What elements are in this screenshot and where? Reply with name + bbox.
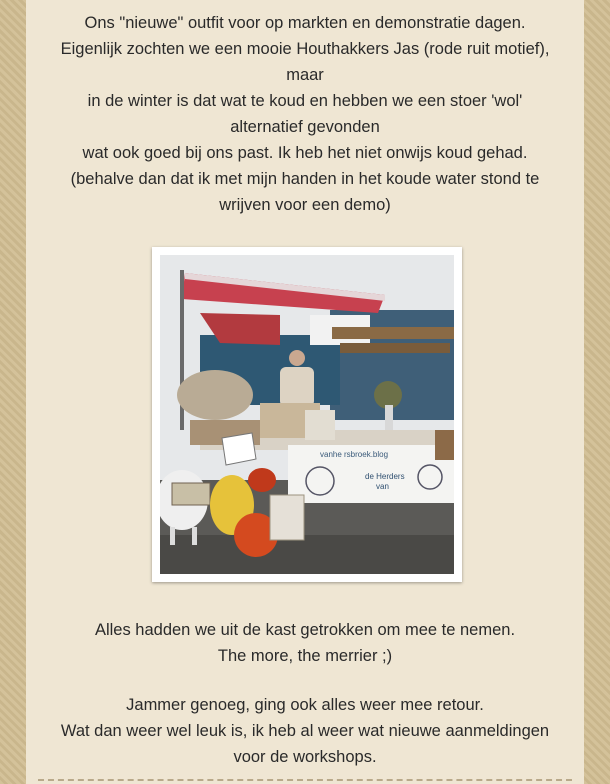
paragraph-return [34,692,576,770]
blog-post-body [26,0,584,784]
market-stall-photo[interactable] [152,247,462,582]
banner-text: vanhe rsbroek.blog [320,450,389,459]
intro-line: Eigenlijk zochten we een mooie Houthakkers Jas (rode ruit motief), [60,40,550,58]
intro-line: maar [286,66,324,84]
paragraph-line: Wat dan weer wel leuk is, ik heb al weer wat nieuwe aanmeldingen [60,722,550,740]
intro-paragraph [34,10,576,218]
intro-line: wat ook goed bij ons past. Ik heb het niet onwijs koud gehad. [82,144,528,162]
paragraph-line: Jammer genoeg, ging ook alles weer mee retour. [126,696,484,714]
banner-subtext: van [376,482,389,491]
left-page-border [0,0,26,784]
intro-line: in de winter is dat wat te koud en hebben we een stoer 'wol' [87,92,523,110]
intro-line: (behalve dan dat ik met mijn handen in het koude water stond te [70,170,540,188]
paragraph-line: The more, the merrier ;) [217,647,393,665]
paragraph-line: Alles hadden we uit de kast getrokken om mee te nemen. [94,621,516,639]
paragraph-packing [34,617,576,669]
post-divider [38,779,572,781]
right-page-border [584,0,610,784]
market-stall-image [160,255,454,574]
intro-line: alternatief gevonden [230,118,380,136]
intro-line: Ons "nieuwe" outfit voor op markten en demonstratie dagen. [84,14,526,32]
intro-line: wrijven voor een demo) [219,196,391,214]
paragraph-line: voor de workshops. [233,748,377,766]
banner-subtext: de Herders [365,472,405,481]
